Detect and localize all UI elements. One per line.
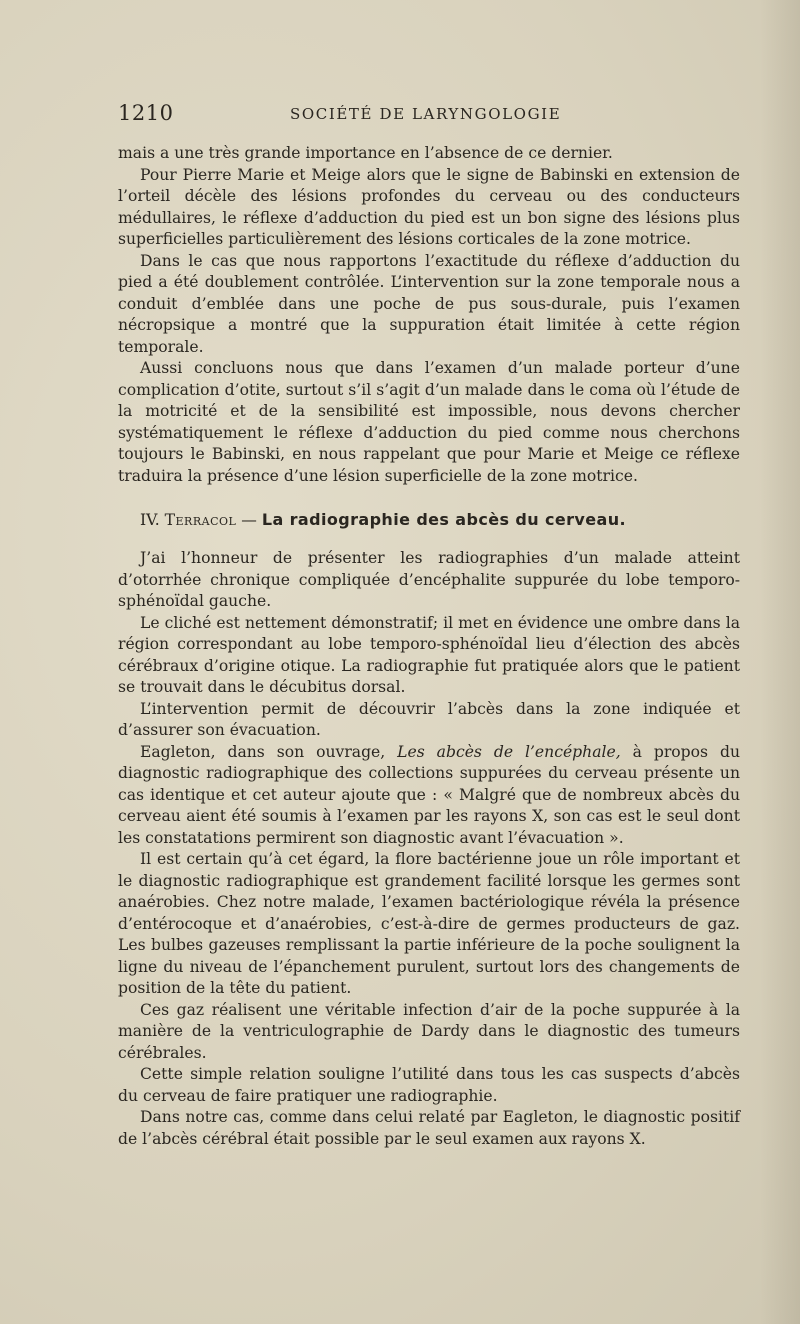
paragraph: Pour Pierre Marie et Meige alors que le signe de Babinski en extension de l’orteil décèle des lésions profondes du cerveau ou des conducteurs médullaires, le réflexe d’adduction du pied est un bon signe des lésions plus superficielles particulièrement des lésions corticales de la zone motrice. (118, 165, 740, 248)
section-title: La radiographie des abcès du cerveau. (261, 510, 626, 529)
paragraph-eagleton (118, 742, 740, 850)
paragraph: Le cliché est nettement démonstratif; il met en évidence une ombre dans la région correspondant au lobe temporo-sphénoïdal lieu d’élection des abcès cérébraux d’origine otique. La radiographie fut pratiquée alors que le patient se trouvait dans le décubitus dorsal. (118, 613, 740, 696)
paragraph: Aussi concluons nous que dans l’examen d’un malade porteur d’une complication d’otite, surtout s’il s’agit d’un malade dans le coma où l’étude de la motricité et de la sensibilité est impossible, nous devons chercher systématiquement le réflexe d’adduction du pied comme nous cherchons toujours le Babinski, en nous rappelant que pour Marie et Meige ce réflexe traduira la présence d’une lésion superficielle de la zone motrice. (118, 359, 740, 485)
paragraph: mais a une très grande importance en l’absence de ce dernier. (118, 144, 613, 162)
eagleton-rest: à propos du diagnostic radiographique des collections suppurées du cerveau présente un cas identique et cet auteur ajoute que : « Malgré que de nombreux abcès du cerveau aient été soumis à l’examen par les rayons X, son cas est le seul dont les constatations permirent son diagnostic avant l’évacuation ». (118, 742, 740, 847)
paragraph: Dans notre cas, comme dans celui relaté par Eagleton, le diagnostic positif de l’abcès cérébral était possible par le seul examen aux rayons X. (118, 1108, 740, 1148)
paragraph: J’ai l’honneur de présenter les radiographies d’un malade atteint d’otorrhée chronique compliquée d’encéphalite suppurée du lobe temporo-sphénoïdal gauche. (118, 549, 740, 610)
section-heading (118, 509, 740, 531)
body-text (118, 143, 740, 1150)
section-numeral: IV. (140, 511, 160, 529)
eagleton-intro: Eagleton, dans son ouvrage, (140, 742, 386, 761)
page-header (118, 101, 740, 131)
paragraph: L’intervention permit de découvrir l’abcès dans la zone indiquée et d’assurer son évacuation. (118, 699, 740, 739)
paragraph: Dans le cas que nous rapportons l’exactitude du réflexe d’adduction du pied a été doublement contrôlée. L’intervention sur la zone temporale nous a conduit d’emblée dans une poche de pus sous-durale, puis l’examen nécropsique a montré que la suppuration était limitée à cette région temporale. (118, 251, 740, 356)
paragraph: Cette simple relation souligne l’utilité dans tous les cas suspects d’abcès du cerveau de faire pratiquer une radiographie. (118, 1065, 740, 1105)
running-title: SOCIÉTÉ DE LARYNGOLOGIE (290, 105, 562, 123)
book-title: Les abcès de l’encéphale, (397, 742, 621, 761)
section-dash: — (241, 511, 257, 529)
page-edge-shadow (760, 0, 800, 1324)
paragraph: Il est certain qu’à cet égard, la flore bactérienne joue un rôle important et le diagnostic radiographique est grandement facilité lorsque les germes sont anaérobies. Chez notre malade, l’examen bactériologique révéla la présence d’entérocoque et d’anaérobies, c’est-à-dire de germes producteurs de gaz. Les bulbes gazeuses remplissant la partie inférieure de la poche soulignent la ligne du niveau de l’épanchement purulent, surtout lors des changements de position de la tête du patient. (118, 850, 740, 997)
page-number: 1210 (118, 101, 174, 125)
section-author: Terracol (164, 511, 237, 529)
paragraph: Ces gaz réalisent une véritable infection d’air de la poche suppurée à la manière de la ventriculographie de Dardy dans le diagnostic des tumeurs cérébrales. (118, 1000, 740, 1062)
